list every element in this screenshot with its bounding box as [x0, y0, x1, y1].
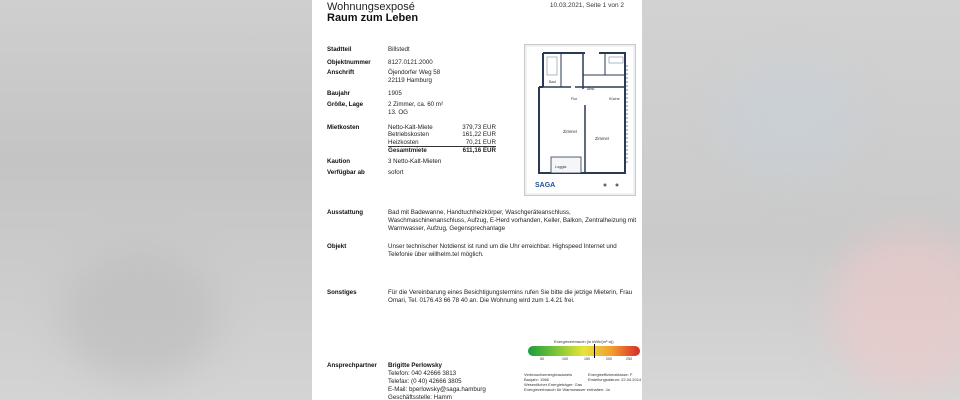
value-baujahr: 1905	[388, 90, 402, 97]
energy-info: Wesentlicher Energieträger: Gas	[524, 382, 582, 387]
energy-info: Erstellungsdatum: 22.04.2014	[588, 377, 642, 382]
objekt-line: Unser technischer Notdienst ist rund um die Uhr erreichbar. Highspeed Internet und	[388, 243, 617, 250]
cost-total-amount: 611,16 EUR	[462, 147, 496, 155]
label-ausstattung: Ausstattung	[327, 209, 364, 216]
label-stadtteil: Stadtteil	[327, 46, 352, 53]
energy-tick: 200	[606, 357, 612, 361]
energy-label	[526, 336, 642, 396]
room-label: Loggia	[555, 165, 567, 169]
objekt-line: Telefonie über willhelm.tel möglich.	[388, 251, 484, 258]
energy-info: Energieverbrauch für Warmwasser enthalten: Ja	[524, 387, 610, 392]
ausstattung-line: Warmwasser, Aufzug, Gegensprechanlage	[388, 225, 506, 232]
label-mietkosten: Mietkosten	[327, 124, 360, 131]
energy-info: Energieeffizienzklasse: F	[588, 372, 633, 377]
saga-logo: SAGA	[535, 182, 556, 189]
cost-name: Heizkosten	[388, 138, 419, 146]
cost-row	[388, 139, 496, 146]
cost-table	[388, 124, 496, 155]
label-baujahr: Baujahr	[327, 90, 351, 97]
scale-icon	[616, 184, 619, 187]
value-lage: 13. OG	[388, 109, 408, 116]
cost-total-row	[388, 146, 496, 154]
cost-name: Netto-Kalt-Miete	[388, 124, 433, 131]
room-label: Küche	[609, 97, 620, 101]
cost-row	[388, 131, 496, 138]
label-objektnummer: Objektnummer	[327, 59, 371, 66]
energy-tick: 50	[540, 357, 544, 361]
sonstiges-line: Omari, Tel. 0176.43 66 78 40 an. Die Wohnung wird zum 1.4.21 frei.	[388, 297, 575, 304]
contact-office: Geschäftsstelle: Hamm	[388, 394, 452, 400]
ausstattung-line: Bad mit Badewanne, Handtuchheizkörper, Waschgeräteanschluss,	[388, 209, 571, 216]
value-objektnummer: 8127.0121.2000	[388, 59, 433, 66]
contact-name: Brigitte Perlowsky	[388, 362, 442, 369]
value-anschrift-street: Öjendorfer Weg 58	[388, 69, 441, 76]
value-verfuegbar: sofort	[388, 169, 404, 176]
room-label: Zimmer	[563, 129, 578, 134]
room-label: Flur	[571, 97, 578, 101]
compass-icon	[604, 184, 607, 187]
label-kaution: Kaution	[327, 158, 351, 165]
label-objekt: Objekt	[327, 243, 347, 250]
value-anschrift-city: 22119 Hamburg	[388, 77, 432, 84]
cost-total-name: Gesamtmiete	[388, 147, 427, 155]
cost-name: Betriebskosten	[388, 131, 429, 139]
cost-amount: 70,21 EUR	[465, 138, 496, 146]
label-anschrift: Anschrift	[327, 69, 355, 76]
ausstattung-line: Waschmaschinenanschluss, Aufzug, E-Herd vorhanden, Keller, Balkon, Zentralheizung mit	[388, 217, 637, 224]
value-groesse: 2 Zimmer, ca. 60 m²	[388, 101, 444, 108]
page-title: Raum zum Leben	[327, 12, 419, 24]
energy-marker	[594, 344, 595, 358]
label-sonstiges: Sonstiges	[327, 289, 357, 296]
energy-tick: 150	[584, 357, 590, 361]
energy-title: Energieverbrauch (in kWh/(m²·a))	[554, 339, 614, 344]
value-kaution: 3 Netto-Kalt-Mieten	[388, 158, 442, 165]
floor-plan-drawing	[525, 45, 635, 195]
room-label: Abst.	[587, 87, 596, 91]
backdrop-blob	[60, 250, 220, 380]
cost-row	[388, 124, 496, 131]
doc-type: Wohnungsexposé	[327, 1, 415, 13]
room-label: Zimmer	[595, 136, 610, 141]
label-ansprechpartner: Ansprechpartner	[327, 362, 377, 369]
cost-amount: 161,22 EUR	[462, 131, 496, 139]
document-page	[312, 0, 642, 400]
label-groesse: Größe, Lage	[327, 101, 364, 108]
sonstiges-line: Für die Vereinbarung eines Besichtigungstermins rufen Sie bitte die jetzige Mieterin, Frau	[388, 289, 633, 296]
date-page: 10.03.2021, Seite 1 von 2	[549, 2, 624, 9]
floor-plan	[524, 44, 636, 196]
contact-fax: Telefax: (0 40) 42666 3805	[388, 378, 462, 385]
energy-tick: 100	[562, 357, 568, 361]
energy-info: Baujahr: 1966	[524, 377, 549, 382]
cost-amount: 379,73 EUR	[462, 124, 496, 131]
energy-info: Verbrauchsenergieausweis	[524, 372, 573, 377]
room-label: Bad	[549, 80, 556, 84]
value-stadtteil: Billstedt	[388, 46, 410, 53]
energy-tick: 250	[626, 357, 632, 361]
label-verfuegbar: Verfügbar ab	[327, 169, 365, 176]
contact-phone[interactable]: Telefon: 040 42666 3813	[388, 370, 457, 377]
backdrop-blob	[720, 60, 860, 180]
contact-email[interactable]: E-Mail: bperlowsky@saga.hamburg	[388, 386, 486, 393]
energy-scale-bar	[528, 346, 640, 356]
